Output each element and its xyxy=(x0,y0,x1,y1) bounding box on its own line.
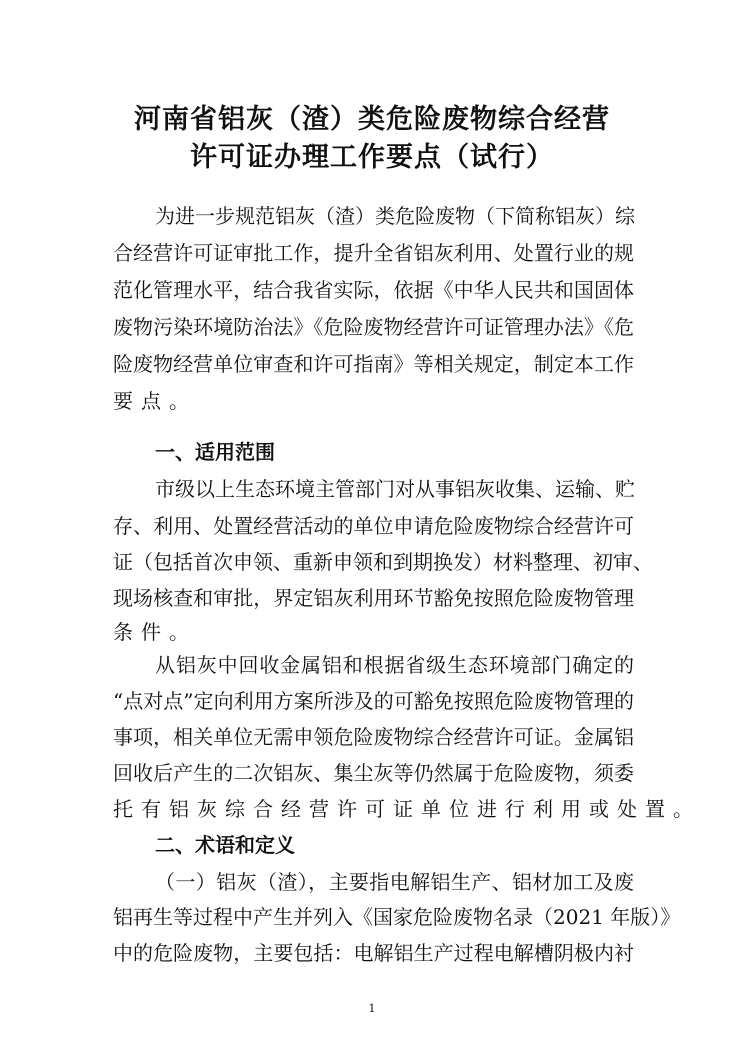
body-line: 事项，相关单位无需申领危险废物综合经营许可证。金属铝 xyxy=(113,725,634,749)
document-title-line-1: 河南省铝灰（渣）类危险废物综合经营 xyxy=(134,104,610,135)
body-line: 存、利用、处置经营活动的单位申请危险废物综合经营许可 xyxy=(113,514,634,538)
body-line: 范化管理水平，结合我省实际，依据《中华人民共和国固体 xyxy=(113,278,634,302)
body-line: 为进一步规范铝灰（渣）类危险废物（下简称铝灰）综 xyxy=(155,204,635,228)
body-line: 现场核查和审批，界定铝灰利用环节豁免按照危险废物管理 xyxy=(113,586,634,610)
section-heading-1: 一、适用范围 xyxy=(155,440,275,464)
body-line: 中的危险废物，主要包括：电解铝生产过程电解槽阴极内衬 xyxy=(113,941,634,965)
body-line: 市级以上生态环境主管部门对从事铝灰收集、运输、贮 xyxy=(155,477,635,501)
body-line: 废物污染环境防治法》《危险废物经营许可证管理办法》《危 xyxy=(113,315,634,339)
body-line: 条件。 xyxy=(113,620,197,644)
body-line: 险废物经营单位审查和许可指南》等相关规定，制定本工作 xyxy=(113,352,634,376)
document-title-line-2: 许可证办理工作要点（试行） xyxy=(190,142,554,173)
body-line: 合经营许可证审批工作，提升全省铝灰利用、处置行业的规 xyxy=(113,241,634,265)
page-number: 1 xyxy=(368,1002,376,1015)
section-heading-2: 二、术语和定义 xyxy=(155,833,295,857)
body-line: 证（包括首次申领、重新申领和到期换发）材料整理、初审、 xyxy=(113,550,653,574)
body-line: （一）铝灰（渣），主要指电解铝生产、铝材加工及废 xyxy=(155,870,634,894)
body-line: 托有铝灰综合经营许可证单位进行利用或处置。 xyxy=(113,797,701,821)
body-line: 回收后产生的二次铝灰、集尘灰等仍然属于危险废物，须委 xyxy=(113,761,634,785)
body-line: 铝再生等过程中产生并列入《国家危险废物名录（2021 年版）》 xyxy=(113,905,681,929)
body-line: 从铝灰中回收金属铝和根据省级生态环境部门确定的 xyxy=(155,653,634,677)
body-line: 要点。 xyxy=(113,389,197,413)
body-line: “点对点”定向利用方案所涉及的可豁免按照危险废物管理的 xyxy=(113,689,634,713)
